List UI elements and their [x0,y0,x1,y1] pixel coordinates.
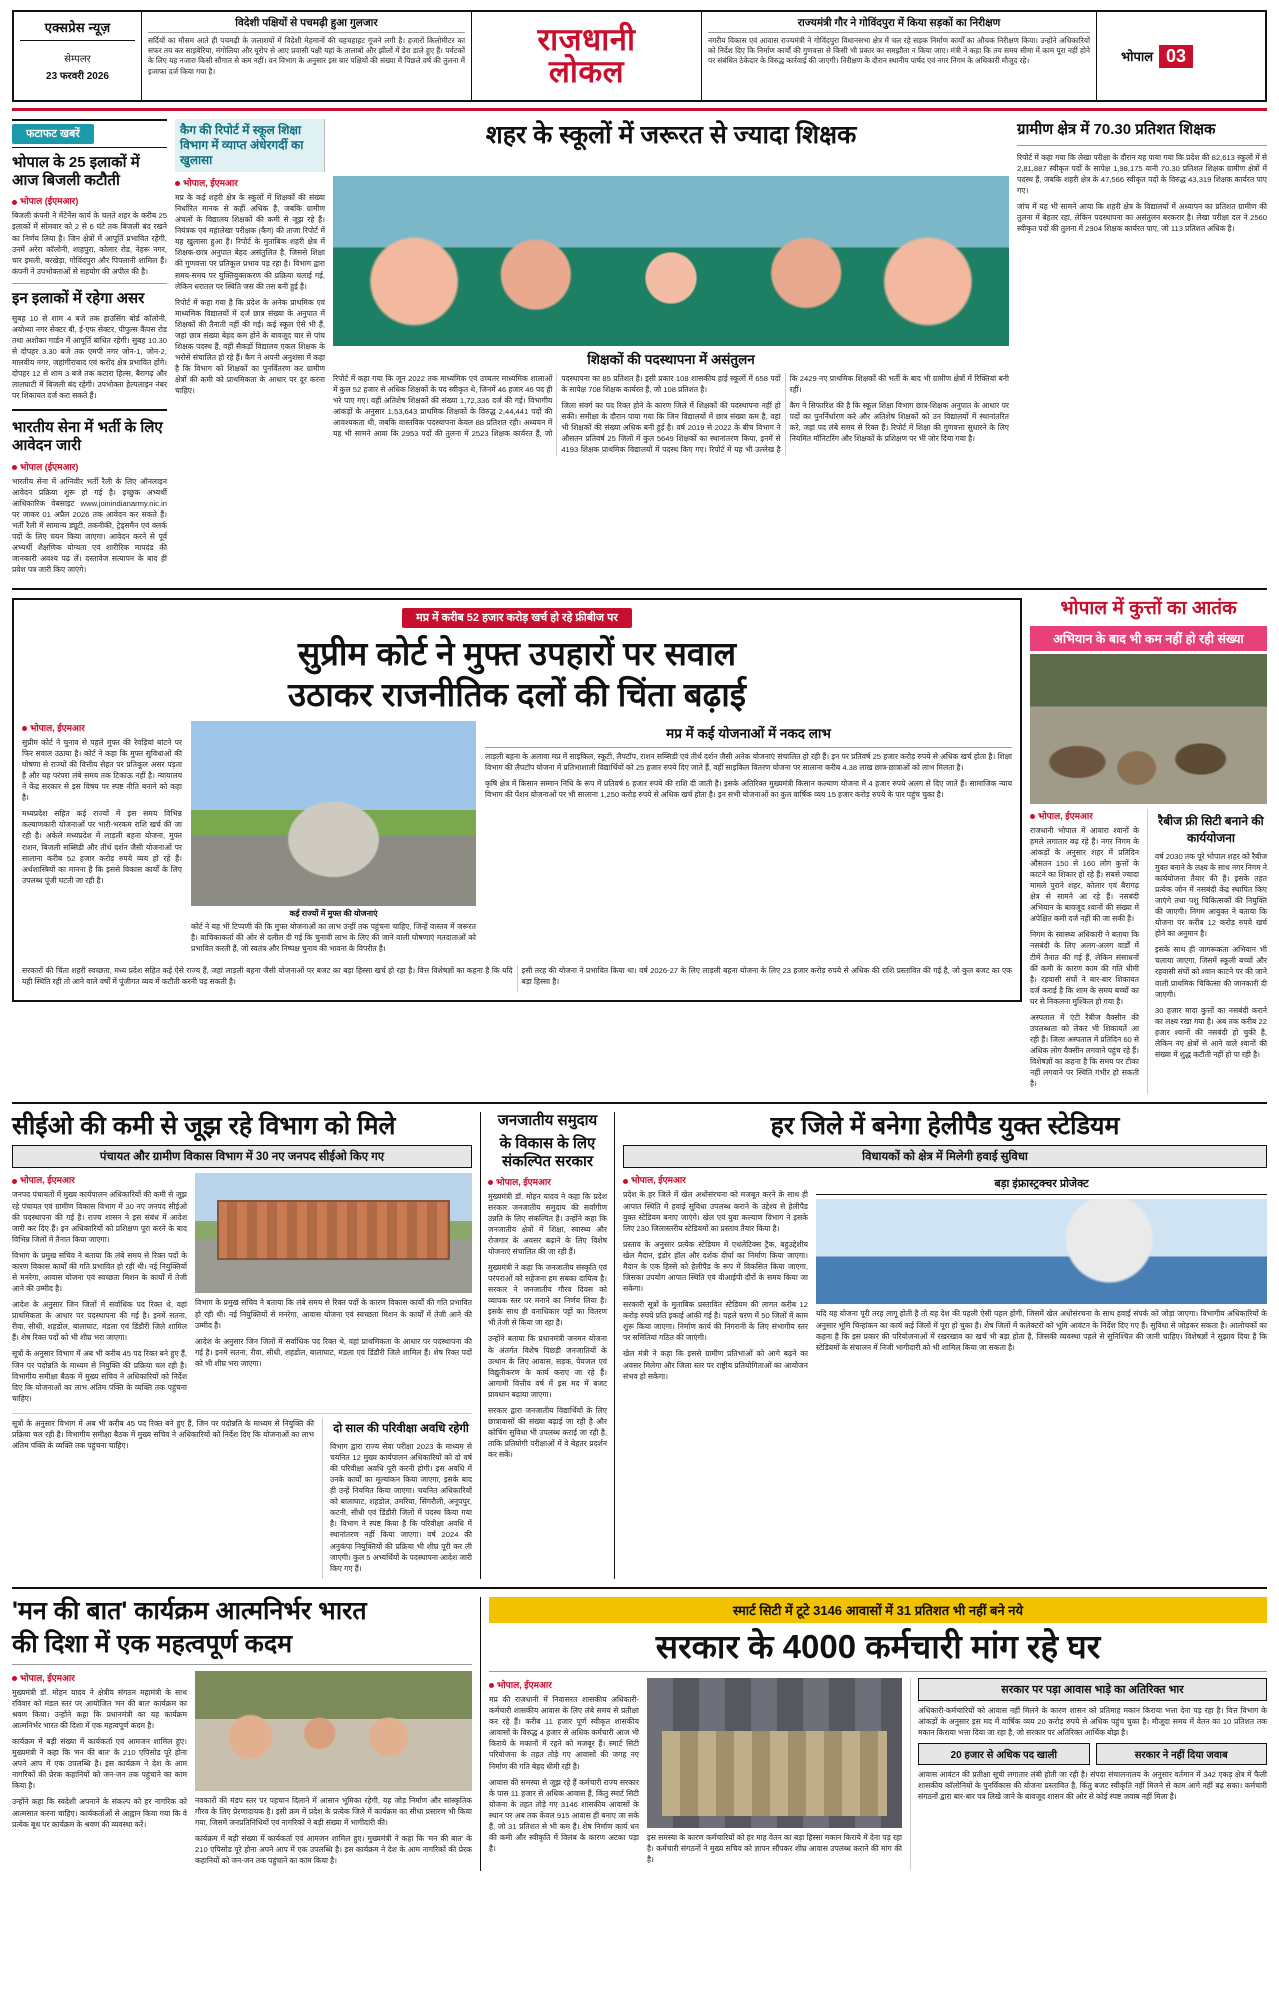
lead-para-5: कैग ने सिफारिश की है कि स्कूल शिक्षा विभाग छात्र-शिक्षक अनुपात के आधार पर पदों का पुनर्निर्धारण करे और अतिशेष शिक्षकों को उन विद्यालयों में स्थानांतरित करे, जहां पद लंबे समय से रिक्त हैं। रिपोर्ट में शिक्षा की गुणवत्ता सुधारने के लिए नियमित मॉनिटरिंग और शिक्षकों के प्रशिक्षण पर भी जोर दिया गया है। [789,401,1009,444]
ceo-para-1-dup: विभाग के प्रमुख सचिव ने बताया कि लंबे समय से रिक्त पदों के कारण विकास कार्यों की गति प्रभावित हो रही थी। नई नियुक्तियों से मनरेगा, आवास योजना एवं स्वच्छता मिशन के कार्यों में तेजी आने की उम्मीद है। [195,1298,472,1330]
freebies-story [12,598,1022,1094]
top-section [12,119,1267,580]
lead-headline: शहर के स्कूलों में जरूरत से ज्यादा शिक्षक [485,121,857,149]
helipad-infra-bar: बड़ा इंफ्रास्ट्रक्चर प्रोजेक्ट [816,1173,1267,1195]
flash-news-tag: फटाफट खबरें [12,124,94,144]
freebies-para-4: सरकारों की चिंता शहरी स्वच्छता, मध्य प्रदेश सहित कई ऐसे राज्य हैं, जहां लाड़ली बहना जैसी योजनाओं पर बजट का बड़ा हिस्सा खर्च हो रहा है। वित्त विशेषज्ञों का कहना है कि यदि यही स्थिति रही तो आने वाले वर्षों में पूंजीगत व्यय में कटौती करनी पड़ सकती है। [22,966,513,987]
mankibaat-body-4: नवकारों की मंडप स्तर पर पहचान दिलाने में आसान भूमिका रहेगी, यह जोड़ निर्माण और सांस्कृतिक गौरव के लिए प्रेरणादायक है। इसी क्रम में प्रदेश के प्रत्येक जिले में कार्यक्रम का सीधा प्रसारण भी किया गया, जिसमें जनप्रतिनिधियों एवं नागरिकों ने बड़ी संख्या में भागीदारी की। [195,1795,472,1827]
freebies-side-body-1: लाड़ली बहना के अलावा मप्र में साइकिल, स्कूटी, लैपटॉप, राशन सब्सिडी एवं तीर्थ दर्शन जैसी अनेक योजनाएं संचालित हो रही हैं। इन पर प्रतिवर्ष 25 हजार करोड़ रुपये से अधिक खर्च होता है। शिक्षा विभाग की लैपटॉप योजना में प्रतिभाशाली विद्यार्थियों को 25 हजार रुपये दिए जाते हैं, वहीं साइकिल वितरण योजना पर सालाना करीब 4.38 लाख छात्र-छात्राओं को लाभ मिलता है। [485,751,1012,772]
tribal-byline: भोपाल, ईएमआर [488,1175,607,1188]
mankibaat-body-3: उन्होंने कहा कि स्वदेशी अपनाने के संकल्प को हर नागरिक को आत्मसात करना चाहिए। कार्यकर्ताओं से आह्वान किया गया कि वे प्रत्येक बूथ पर कार्यक्रम के श्रवण की व्यवस्था करें। [12,1797,187,1829]
helipad-byline: भोपाल, ईएमआर [623,1173,808,1186]
freebies-para-2: मध्यप्रदेश सहित कई राज्यों में इस समय विभिन्न कल्याणकारी योजनाओं पर भारी-भरकम राशि खर्च की जा रही है। अकेले मध्यप्रदेश में लाड़ली बहना योजना, मुफ्त राशन, बिजली सब्सिडी और तीर्थ दर्शन जैसी योजनाओं पर सालाना करीब 52 हजार करोड़ रुपये व्यय हो रहे हैं। अर्थशास्त्रियों का मानना है कि इससे विकास कार्यों के लिए उपलब्ध पूंजी घटती जा रही है। [22,809,182,885]
housing-story [480,1597,1267,1871]
tribal-body-2: मुख्यमंत्री ने कहा कि जनजातीय संस्कृति एवं परंपराओं को सहेजना हम सबका दायित्व है। सरकार ने जनजातीय गौरव दिवस को व्यापक स्तर पर मनाने का निर्णय लिया है। इसके साथ ही वनाधिकार पट्टों का वितरण भी तेजी से किया जा रहा है। [488,1262,607,1328]
lead-story [175,119,1009,172]
bottom-section [12,1597,1267,1871]
office-photo [647,1678,902,1828]
dogs-sub-body-2: इसके साथ ही जागरूकता अभियान भी चलाया जाएगा, जिसमें स्कूली बच्चों और रहवासी संघों को श्वान काटने पर की जाने वाली प्राथमिक चिकित्सा की जानकारी दी जाएगी। [1155,945,1267,999]
freebies-side-body-2: कृषि क्षेत्र में किसान सम्मान निधि के रूप में प्रतिवर्ष 6 हजार रुपये की राशि दी जाती है। इसके अतिरिक्त मुख्यमंत्री किसान कल्याण योजना में 4 हजार रुपये अलग से दिए जाते हैं। सामाजिक न्याय विभाग की पेंशन योजनाओं पर भी सालाना 1,250 करोड़ रुपये से अधिक खर्च होता है। इन सभी योजनाओं का कुल वार्षिक व्यय 15 हजार करोड़ रुपये के पार पहुंच चुका है। [485,778,1012,800]
mankibaat-headline-2: की दिशा में एक महत्वपूर्ण कदम [12,1629,293,1658]
housing-para-1: मप्र की राजधानी में निवासरत शासकीय अधिकारी-कर्मचारी शासकीय आवास के लिए लंबे समय से प्रतीक्षा कर रहे हैं। करीब 11 हजार पूर्ण स्वीकृत शासकीय आवासों के विरुद्ध 4 हजार से अधिक कर्मचारी आज भी किराये के मकानों में रहने को मजबूर हैं। स्मार्ट सिटी परियोजना के तहत तोड़े गए आवासों की जगह नए निर्माण की गति बेहद धीमी रही है। [489,1695,639,1771]
lead-byline: भोपाल, ईएमआर [175,176,325,189]
brief1-body: बिजली कंपनी ने मेंटेनेंस कार्य के चलते शहर के करीब 25 इलाकों में सोमवार को 2 से 6 घंटे तक बिजली बंद रखने का निर्णय लिया है। जिन क्षेत्रों में आपूर्ति प्रभावित रहेगी, उनमें अरेरा कॉलोनी, शाहपुरा, कोलार रोड, नेहरू नगर, चार इमली, बरखेड़ा, गोविंदपुरा और पिपलानी शामिल हैं। कंपनी ने उपभोक्ताओं से सहयोग की अपील की है। [12,211,167,276]
dogs-body-1: राजधानी भोपाल में आवारा श्वानों के हमले लगातार बढ़ रहे हैं। नगर निगम के आंकड़ों के अनुसार शहर में प्रतिदिन औसतन 150 से 160 लोग कुत्तों के काटने का शिकार हो रहे हैं। सबसे ज्यादा मामले पुराने शहर, कोलार एवं बैरागढ़ क्षेत्र से सामने आ रहे हैं। नसबंदी अभियान के बावजूद श्वानों की संख्या में अपेक्षित कमी दर्ज नहीं की जा सकी है। [1030,825,1140,924]
ceo-sub2-body: विभाग द्वारा राज्य सेवा परीक्षा 2023 के माध्यम से चयनित 12 मुख्य कार्यपालन अधिकारियों को दो वर्ष की परिवीक्षा अवधि पूरी करनी होगी। इस अवधि में उनके कार्यों का मूल्यांकन किया जाएगा, इसके बाद ही उन्हें नियमित किया जाएगा। चयनित अधिकारियों को बालाघाट, शहडोल, उमरिया, सिंगरौली, अनूपपुर, कटनी, सीधी एवं डिंडौरी जिलों में पदस्थ किया गया है। विभाग ने स्पष्ट किया है कि परिवीक्षा अवधि में स्थानांतरण नहीं किया जाएगा। वर्ष 2024 की अनुकंपा नियुक्तियों की प्रक्रिया भी शीघ्र पूरी कर ली जाएगी। कुल 5 अभ्यर्थियों के पदस्थापना आदेश जारी किए गए हैं। [330,1441,472,1573]
brief-right-body: नगरीय विकास एवं आवास राज्यमंत्री ने गोविंदपुरा विधानसभा क्षेत्र में चल रहे सड़क निर्माण कार्यों का औचक निरीक्षण किया। उन्होंने अधिकारियों को निर्देश दिए कि निर्माण कार्यों की गुणवत्ता से किसी भी प्रकार का समझौता न किया जाए। मंत्री ने कहा कि तय समय सीमा में काम पूरा नहीं होने पर संबंधित ठेकेदार के विरुद्ध कार्रवाई की जाएगी। निरीक्षण के दौरान स्थानीय पार्षद एवं नगर निगम के अधिकारी मौजूद रहे। [708,36,1090,66]
middle-section [12,598,1267,1094]
tribal-headline-1: जनजातीय समुदाय [497,1112,598,1130]
mankibaat-photo [195,1671,472,1791]
dogs-story [1030,598,1267,1094]
issue-date: 23 फरवरी 2026 [46,71,109,82]
brief-right-headline: राज्यमंत्री गौर ने गोविंदपुरा में किया सड़कों का निरीक्षण [708,16,1090,33]
brief-left-headline: विदेशी पक्षियों से पचमढ़ी हुआ गुलजार [148,16,465,33]
helipad-side-body: यदि यह योजना पूरी तरह लागू होती है तो यह देश की पहली ऐसी पहल होगी, जिसमें खेल अधोसंरचना के साथ हवाई संपर्क को जोड़ा जाएगा। विभागीय अधिकारियों के अनुसार भूमि चिन्हांकन का कार्य कई जिलों में पूरा हो चुका है। शेष जिलों में कलेक्टरों को भूमि आवंटन के निर्देश दिए गए हैं। सुविधा से जोड़कर सकता है। आलोचकों का कहना है कि इस प्रकार की परियोजनाओं में रखरखाव का खर्च भी बड़ा होता है, जिसकी व्यवस्था पहले से सुनिश्चित की जानी चाहिए। विशेषज्ञों ने सुझाव दिया है कि स्टेडियमों के संचालन में निजी भागीदारी को भी शामिल किया जा सकता है। [816,1309,1267,1352]
housing-sub1-head: सरकार पर पड़ा आवास भाड़े का अतिरिक्त भार [918,1678,1267,1701]
rural-story [1017,119,1267,580]
rural-body-1: रिपोर्ट में कहा गया कि लेखा परीक्षा के दौरान यह पाया गया कि प्रदेश की 82,613 स्कूलों में से 2,81,887 स्वीकृत पदों के सापेक्ष 1,98,175 यानी 70.30 प्रतिशत शिक्षक ग्रामीण क्षेत्रों में पदस्थ हैं, जबकि शहरी क्षेत्र के 47,566 स्वीकृत पदों के विरुद्ध 43,319 शिक्षक कार्यरत पाए गए। [1017,152,1267,195]
page-number: 03 [1159,45,1193,68]
helipad-subheadline: विधायकों को क्षेत्र में मिलेगी हवाई सुविधा [623,1145,1267,1168]
housing-sub3-head: सरकार ने नहीं दिया जवाब [1096,1743,1268,1765]
rural-body-2: जांच में यह भी सामने आया कि शहरी क्षेत्र के विद्यालयों में अध्यापन का प्रतिशत ग्रामीण की तुलना में बेहतर रहा, लेकिन पदस्थापना का असंतुलन बरकरार है। लेखा परीक्षा दल ने 2560 स्वीकृत पदों की तुलना में 2904 शिक्षक कार्यरत पाए, जो 113 प्रतिशत अधिक है। [1017,202,1267,234]
dogs-pink-bar: अभियान के बाद भी कम नहीं हो रही संख्या [1030,626,1267,651]
helipad-headline: हर जिले में बनेगा हेलीपैड युक्त स्टेडियम [770,1112,1120,1141]
masthead-page-marker [1097,12,1217,100]
freebies-headline-line2: उठाकर राजनीतिक दलों की चिंता बढ़ाई [288,675,746,713]
panchayat-building-photo [195,1173,472,1293]
main-column [175,119,1009,580]
freebies-byline: भोपाल, ईएमआर [22,721,182,734]
lead-kicker: कैग की रिपोर्ट में स्कूल शिक्षा विभाग में व्याप्त अंधेरगर्दी का खुलासा [180,123,304,167]
dogs-sub-body-3: 30 हजार मादा कुत्तों का नसबंदी कराने का लक्ष्य रखा गया है। अब तक करीब 22 हजार श्वानों की नसबंदी हो चुकी है, लेकिन नए क्षेत्रों से आने वाले श्वानों की संख्या में शुद्ध कटौती नहीं हो पा रही है। [1155,1005,1267,1059]
helipad-para-1: प्रदेश के हर जिले में खेल अधोसंरचना को मजबूत करने के साथ ही आपात स्थिति में हवाई सुविधा उपलब्ध कराने के उद्देश्य से हेलीपैड युक्त स्टेडियम बनाए जाएंगे। खेल एवं युवा कल्याण विभाग ने इसके लिए 230 जिलास्तरीय स्टेडियमों का प्रस्ताव तैयार किया है। [623,1190,808,1233]
freebies-col-3 [485,721,1012,959]
dogs-body-3: अस्पताल में एंटी रैबीज वैक्सीन की उपलब्धता को लेकर भी शिकायतें आ रही हैं। जिला अस्पताल में प्रतिदिन 60 से अधिक लोग वैक्सीन लगवाने पहुंच रहे हैं। विशेषज्ञों का कहना है कि समय पर टीका नहीं लगवाने पर स्थिति गंभीर हो सकती है। [1030,1012,1140,1089]
left-rail [12,119,167,580]
freebies-col-1 [22,721,182,959]
city-label: भोपाल [1120,49,1154,64]
mankibaat-body-1: मुख्यमंत्री डॉ. मोहन यादव ने क्षेत्रीय संगठन महामंत्री के साथ रविवार को मंडल स्तर पर आयोजित 'मन की बात' कार्यक्रम का श्रवण किया। उन्होंने कहा कि प्रधानमंत्री का यह कार्यक्रम आत्मनिर्भर भारत की दिशा में एक महत्वपूर्ण कदम है। [12,1687,187,1731]
masthead-brief-right [702,12,1097,100]
helipad-story [623,1112,1267,1578]
lead-col-2 [333,176,1009,456]
masthead-brand-block [14,12,142,100]
mankibaat-story [12,1597,472,1871]
housing-byline: भोपाल, ईएमआर [489,1678,639,1691]
street-dogs-photo [1030,654,1267,804]
brief1-byline: भोपाल (ईएमआर) [12,194,167,207]
masthead-logo [472,12,702,100]
mankibaat-body-2-dup: कार्यक्रम में बड़ी संख्या में कार्यकर्ता एवं आमजन शामिल हुए। मुख्यमंत्री ने कहा कि 'मन की बात' के 210 एपिसोड पूरे होना अपने आप में एक उपलब्धि है। इस कार्यक्रम ने देश के आम नागरिकों की प्रेरक कहानियों को जन-जन तक पहुंचाने का काम किया है। [195,1834,472,1866]
ceo-para-1: जनपद पंचायतों में मुख्य कार्यपालन अधिकारियों की कमी से जूझ रहे पंचायत एवं ग्रामीण विकास विभाग में 30 नए जनपद सीईओ की पदस्थापना की गई है। राज्य शासन ने इस संबंध में आदेश जारी कर दिए हैं। इन अधिकारियों को प्रशिक्षण पूरा करने के बाद विभिन्न जिलों में तैनात किया जाएगा। [12,1190,187,1244]
lead-photo-students [333,176,1009,346]
tribal-headline-3: संकल्पित सरकार [501,1152,594,1170]
tribal-headline-2: के विकास के लिए [499,1135,596,1153]
lead-subheadline: शिक्षकों की पदस्थापना में असंतुलन [587,352,755,367]
brief3-byline: भोपाल (ईएमआर) [12,460,167,473]
ceo-para-3-dup: आदेश के अनुसार जिन जिलों में सर्वाधिक पद रिक्त थे, वहां प्राथमिकता के आधार पर पदस्थापना की गई है। इनमें सतना, रीवा, सीधी, शहडोल, बालाघाट, मंडला एवं डिंडौरी जिले शामिल हैं। शेष रिक्त पदों को भी शीघ्र भरा जाएगा। [195,1336,472,1368]
masthead-brief-left [142,12,472,100]
dogs-body-2: निगम के स्वास्थ्य अधिकारी ने बताया कि नसबंदी के लिए अलग-अलग वार्डों में टीमें तैनात की गई हैं, लेकिन संसाधनों की कमी के कारण काम की गति धीमी है। रहवासी संघों ने बार-बार शिकायत दर्ज कराई है कि शाम के समय बच्चों का घर से निकलना मुश्किल हो गया है। [1030,930,1140,1006]
housing-para-3: इस समस्या के कारण कर्मचारियों को हर माह वेतन का बड़ा हिस्सा मकान किराये में देना पड़ रहा है। कर्मचारी संगठनों ने मुख्य सचिव को ज्ञापन सौंपकर शीघ्र आवास उपलब्ध कराने की मांग की है। [647,1833,902,1865]
housing-sub3-body: आवास आवंटन की प्रतीक्षा सूची लगातार लंबी होती जा रही है। संपदा संचालनालय के अनुसार वर्तमान में 342 एकड़ क्षेत्र में फैली शासकीय कॉलोनियों के पुनर्विकास की योजना प्रस्तावित है, किंतु बजट स्वीकृति नहीं मिलने से काम आगे नहीं बढ़ सका। कर्मचारी संगठनों द्वारा बार-बार पत्र लिखे जाने के बावजूद शासन की ओर से कोई स्पष्ट जवाब नहीं मिला है। [918,1770,1267,1802]
brief1-headline: भोपाल के 25 इलाकों में आज बिजली कटौती [12,154,140,189]
housing-tag: स्मार्ट सिटी में टूटे 3146 आवासों में 31 प्रतिशत भी नहीं बने नये [489,1597,1267,1623]
mankibaat-headline-1: 'मन की बात' कार्यक्रम आत्मनिर्भर भारत [12,1596,367,1625]
helicopter-photo [816,1199,1267,1304]
freebies-photo-block [191,721,476,959]
helipad-para-3: सरकारी सूत्रों के मुताबिक प्रस्तावित स्टेडियम की लागत करीब 12 करोड़ रुपये प्रति इकाई आंकी गई है। पहले चरण में 50 जिलों में काम शुरू किया जाएगा। निर्माण कार्य की निगरानी के लिए संभागीय स्तर पर समितियां गठित की जाएंगी। [623,1300,808,1343]
masthead-rule [12,108,1267,111]
ceo-para-4: सूत्रों के अनुसार विभाग में अब भी करीब 45 पद रिक्त बने हुए हैं, जिन पर पदोन्नति के माध्यम से नियुक्ति की प्रक्रिया चल रही है। विभागीय समीक्षा बैठक में मुख्य सचिव ने अधिकारियों को निर्देश दिए कि योजनाओं का लाभ अंतिम पंक्ति के व्यक्ति तक पहुंचना चाहिए। [12,1349,187,1403]
mankibaat-body-2: कार्यक्रम में बड़ी संख्या में कार्यकर्ता एवं आमजन शामिल हुए। मुख्यमंत्री ने कहा कि 'मन की बात' के 210 एपिसोड पूरे होना अपने आप में एक उपलब्धि है। इस कार्यक्रम ने देश के आम नागरिकों की प्रेरक कहानियों को जन-जन तक पहुंचाने का काम किया है। [12,1737,187,1791]
lead-para-4: जिला संवर्ग का पद रिक्त होने के कारण जिले में शिक्षकों की पदस्थापना नहीं हो सकी। समीक्षा के दौरान पाया गया कि जिन विद्यालयों में छात्र संख्या कम है, वहां भी शिक्षकों की संख्या अधिक बनी हुई है। वर्ष 2019 से 2022 के बीच विभाग ने औसतन प्रतिवर्ष 25 जिलों में कुल 5649 शिक्षकों का स्थानांतरण किया, इनमें से 4193 शिक्षक प्राथमिक विद्यालयों में पदस्थ किए गए। रिपोर्ट में यह भी उल्लेख है कि 2429 नए प्राथमिक शिक्षकों की भर्ती के बाद भी ग्रामीण क्षेत्रों में रिक्तियां बनी रहीं। [561,374,1009,455]
ceo-subheadline: पंचायत और ग्रामीण विकास विभाग में 30 नए जनपद सीईओ किए गए [12,1145,472,1168]
brief2-body: सुबह 10 से शाम 4 बजे तक हाउसिंग बोर्ड कॉलोनी, अयोध्या नगर सेक्टर बी, ई-एफ सेक्टर, पीपुल्स कैंपस रोड तथा अशोका गार्डन में आपूर्ति बाधित रहेगी। सुबह 10.30 से दोपहर 3.30 बजे तक एमपी नगर जोन-1, जोन-2, मालवीय नगर, जहांगीराबाद एवं करोंद क्षेत्र प्रभावित होंगे। दोपहर 12 से शाम 3 बजे तक कटारा हिल्स, बैरागढ़ और लालघाटी में बिजली बंद रहेगी। उपभोक्ता हेल्पलाइन नंबर पर शिकायत दर्ज करा सकते हैं। [12,313,167,401]
edition-label: सेम्पलर [64,54,91,65]
tribal-body-1: मुख्यमंत्री डॉ. मोहन यादव ने कहा कि प्रदेश सरकार जनजातीय समुदाय की सर्वांगीण उन्नति के लिए संकल्पित है। उन्होंने कहा कि जनजातीय क्षेत्रों में शिक्षा, स्वास्थ्य और रोजगार के अवसर बढ़ाने के लिए विशेष योजनाएं संचालित की जा रही हैं। [488,1191,607,1256]
lead-col-1 [175,176,325,456]
supreme-court-caption: कई राज्यों में मुफ्त की योजनाएं [289,908,378,918]
brief-left-body: सर्दियों का मौसम आते ही पचमढ़ी के जलाशयों में विदेशी मेहमानों की चहचहाहट गूंजने लगी है। हजारों किलोमीटर का सफर तय कर साइबेरिया, मंगोलिया और यूरोप से आए प्रवासी पक्षी यहां के तालाबों और झीलों में डेरा डाले हुए हैं। पर्यटकों के लिए यह नजारा किसी सौगात से कम नहीं। वन विभाग के अनुसार इस बार पक्षियों की संख्या में पिछले वर्ष की तुलना में इजाफा दर्ज किया गया है। [148,36,465,76]
ceo-headline: सीईओ की कमी से जूझ रहे विभाग को मिले [12,1112,396,1141]
tribal-story [480,1112,615,1578]
lead-para-3: रिपोर्ट में कहा गया कि जून 2022 तक माध्यमिक एवं उच्चतर माध्यमिक शालाओं में कुल 52 हजार से अधिक शिक्षकों के पद स्वीकृत थे, जिनमें 46 हजार 46 पद ही भरे पाए गए। वहीं अतिशेष शिक्षकों की संख्या 1,72,336 दर्ज की गई। विभागीय आंकड़ों के अनुसार 1,53,643 प्राथमिक शिक्षकों के विरुद्ध 2,44,441 पदों की आवश्यकता थी, जबकि वास्तविक पदस्थापना केवल 88 प्रतिशत रही। अध्ययन में यह भी सामने आया कि 2953 पदों की तुलना में 2523 शिक्षक कार्यरत हैं, जो पदस्थापना का 85 प्रतिशत है। इसी प्रकार 108 शासकीय हाई स्कूलों में 658 पदों के सापेक्ष 708 शिक्षक कार्यरत हैं, जो 108 प्रतिशत है। [333,374,781,439]
ceo-para-3: आदेश के अनुसार जिन जिलों में सर्वाधिक पद रिक्त थे, वहां प्राथमिकता के आधार पर पदस्थापना की गई है। इनमें सतना, रीवा, सीधी, शहडोल, बालाघाट, मंडला एवं डिंडौरी जिले शामिल हैं। शेष रिक्त पदों को भी शीघ्र भरा जाएगा। [12,1300,187,1343]
brief3-body: भारतीय सेना में अग्निवीर भर्ती रैली के लिए ऑनलाइन आवेदन प्रक्रिया शुरू हो गई है। इच्छुक अभ्यर्थी आधिकारिक वेबसाइट www.joinindianarmy.nic.in पर जाकर 01 अप्रैल 2026 तक आवेदन कर सकते हैं। भर्ती रैली में सामान्य ड्यूटी, तकनीकी, ट्रेड्समैन एवं क्लर्क पदों के लिए चयन किया जाएगा। आवेदन करने से पूर्व अभ्यर्थी शैक्षणिक योग्यता एवं शारीरिक मापदंड की जानकारी अवश्य पढ़ लें। दस्तावेज सत्यापन के बाद ही प्रवेश पत्र जारी किए जाएंगे। [12,476,167,575]
lead-para-1: मप्र के कई शहरी क्षेत्र के स्कूलों में शिक्षकों की संख्या निर्धारित मानक से कहीं अधिक है, जबकि ग्रामीण अंचलों के विद्यालय शिक्षकों की कमी से जूझ रहे हैं। नियंत्रक एवं महालेखा परीक्षक (कैग) की ताजा रिपोर्ट में यह खुलासा हुआ है। रिपोर्ट के मुताबिक शहरी क्षेत्र में शिक्षक-छात्र अनुपात बेहद असंतुलित है, जिससे शिक्षा की गुणवत्ता पर प्रतिकूल प्रभाव पड़ रहा है। विभाग द्वारा समय-समय पर युक्तियुक्तकरण की प्रक्रिया चलाई गई, लेकिन धरातल पर स्थिति जस की तस बनी हुई है। [175,193,325,291]
supreme-court-photo [191,721,476,906]
housing-para-2: आवास की समस्या से जूझ रहे हैं कर्मचारी राज्य सरकार के पास 11 हजार से अधिक आवास हैं, किंतु स्मार्ट सिटी योजना के तहत तोड़े गए 3146 शासकीय आवासों के स्थान पर अब तक केवल 915 आवास ही बनाए जा सके हैं, जो 31 प्रतिशत से भी कम है। शेष निर्माण कार्य धन की कमी और स्वीकृति में विलंब के कारण अटका पड़ा है। [489,1777,639,1854]
lead-para-2: रिपोर्ट में कहा गया है कि प्रदेश के अनेक प्राथमिक एवं माध्यमिक विद्यालयों में दर्ज छात्र संख्या के अनुपात में शिक्षकों की तैनाती नहीं की गई। कई स्कूल ऐसे भी हैं, जहां छात्र संख्या बेहद कम होने के बावजूद चार से पांच शिक्षक पदस्थ हैं, वहीं सैकड़ों विद्यालय एकल शिक्षक के भरोसे संचालित हो रहे हैं। कैग ने अपनी अनुशंसा में कहा है कि विभाग को शिक्षकों का पुनर्वितरण कर ग्रामीण क्षेत्रों की कमी को प्राथमिकता के आधार पर दूर करना चाहिए। [175,297,325,396]
ceo-byline: भोपाल, ईएमआर [12,1173,187,1186]
ceo-para-4-dup: सूत्रों के अनुसार विभाग में अब भी करीब 45 पद रिक्त बने हुए हैं, जिन पर पदोन्नति के माध्यम से नियुक्ति की प्रक्रिया चल रही है। विभागीय समीक्षा बैठक में मुख्य सचिव ने अधिकारियों को निर्देश दिए कि योजनाओं का लाभ अंतिम पंक्ति के व्यक्ति तक पहुंचना चाहिए। [12,1418,314,1450]
housing-sub2-head: 20 हजार से अधिक पद खाली [918,1743,1090,1765]
freebies-para-3: कोर्ट ने यह भी टिप्पणी की कि मुफ्त योजनाओं का लाभ उन्हीं तक पहुंचना चाहिए, जिन्हें वास्तव में जरूरत है। याचिकाकर्ता की ओर से दलील दी गई कि चुनावी लाभ के लिए की जाने वाली घोषणाएं मतदाताओं को प्रभावित करती हैं, जो स्वतंत्र और निष्पक्ष चुनाव की भावना के विपरीत है। [191,921,476,953]
freebies-para-1: सुप्रीम कोर्ट ने चुनाव से पहले मुफ्त की रेवड़ियां बांटने पर फिर सवाल उठाया है। कोर्ट ने कहा कि मुफ्त सुविधाओं की घोषणा से राज्यों की वित्तीय सेहत पर प्रतिकूल असर पड़ता है और यह परंपरा लंबे समय तक टिकाऊ नहीं है। न्यायालय ने केंद्र सरकार से इस विषय पर स्पष्ट नीति बनाने को कहा है। [22,737,182,803]
dogs-byline: भोपाल, ईएमआर [1030,809,1139,822]
mankibaat-byline: भोपाल, ईएमआर [12,1671,187,1684]
ceo-para-2: विभाग के प्रमुख सचिव ने बताया कि लंबे समय से रिक्त पदों के कारण विकास कार्यों की गति प्रभावित हो रही थी। नई नियुक्तियों से मनरेगा, आवास योजना एवं स्वच्छता मिशन के कार्यों में तेजी आने की उम्मीद है। [12,1250,187,1294]
rural-headline: ग्रामीण क्षेत्र में 70.30 प्रतिशत शिक्षक [1017,121,1216,138]
dogs-headline: भोपाल में कुत्तों का आतंक [1060,598,1237,620]
tribal-body-4: सरकार द्वारा जनजातीय विद्यार्थियों के लिए छात्रावासों की संख्या बढ़ाई जा रही है और कोचिंग सुविधा भी उपलब्ध कराई जा रही है, ताकि प्रतियोगी परीक्षाओं में वे बेहतर प्रदर्शन कर सकें। [488,1405,607,1460]
lead-body-area [175,176,1009,456]
dogs-sub-body-1: वर्ष 2030 तक पूरे भोपाल शहर को रैबीज मुक्त बनाने के लक्ष्य के साथ नगर निगम ने कार्ययोजना तैयार की है। इसके तहत प्रत्येक जोन में नसबंदी केंद्र स्थापित किए जाएंगे तथा पशु चिकित्सकों की नियुक्ति की जाएगी। निगम आयुक्त ने बताया कि योजना पर करीब 12 करोड़ रुपये खर्च होने का अनुमान है। [1155,851,1267,939]
dogs-sub-head: रैबीज फ्री सिटी बनाने की कार्ययोजना [1158,813,1264,845]
freebies-para-5: इसी तरह की योजना ने प्रभावित किया था। वर्ष 2026-27 के लिए लाड़ली बहना योजना के लिए 23 हजार करोड़ रुपये से अधिक की राशि प्रस्तावित की गई है, जो कुल बजट का एक बड़ा हिस्सा है। [521,966,1012,987]
freebies-headline-line1: सुप्रीम कोर्ट ने मुफ्त उपहारों पर सवाल [297,635,737,673]
publication-name: एक्सप्रेस न्यूज़ [20,18,135,41]
housing-sub1-body: अधिकारी-कर्मचारियों को आवास नहीं मिलने के कारण शासन को प्रतिमाह मकान किराया भत्ता देना पड़ रहा है। वित्त विभाग के आंकड़ों के अनुसार इस मद में वार्षिक व्यय 20 करोड़ रुपये से अधिक पहुंच चुका है। मौजूदा समय में वेतन का 10 प्रतिशत तक मकान किराया भत्ता दिया जा रहा है, जो सरकार पर अतिरिक्त आर्थिक बोझ है। [918,1706,1267,1738]
freebies-tag: मप्र में करीब 52 हजार करोड़ खर्च हो रहे फ्रीबीज पर [402,608,632,628]
masthead [12,10,1267,102]
logo-line-1: राजधानी [537,22,636,58]
helipad-para-4: खेल मंत्री ने कहा कि इससे ग्रामीण प्रतिभाओं को आगे बढ़ने का अवसर मिलेगा और जिला स्तर पर राष्ट्रीय प्रतियोगिताओं का आयोजन संभव हो सकेगा। [623,1349,808,1381]
freebies-side-head: मप्र में कई योजनाओं में नकद लाभ [666,725,831,741]
ceo-sub2-head: दो साल की परिवीक्षा अवधि रहेगी [333,1422,469,1435]
brief2-headline: इन इलाकों में रहेगा असर [12,289,145,307]
logo-line-2: लोकल [548,54,625,89]
third-section [12,1112,1267,1578]
housing-headline: सरकार के 4000 कर्मचारी मांग रहे घर [655,1627,1101,1665]
helipad-para-2: प्रस्ताव के अनुसार प्रत्येक स्टेडियम में एथलेटिक्स ट्रैक, बहुउद्देशीय खेल मैदान, इंडोर हॉल और दर्शक दीर्घा का निर्माण किया जाएगा। मैदान के एक हिस्से को हेलीपैड के रूप में विकसित किया जाएगा, जिसका उपयोग आपात स्थिति एवं वीआईपी दौरों के समय किया जा सकेगा। [623,1239,808,1294]
tribal-body-3: उन्होंने बताया कि प्रधानमंत्री जनमन योजना के अंतर्गत विशेष पिछड़ी जनजातियों के उत्थान के लिए आवास, सड़क, पेयजल एवं विद्युतीकरण के कार्य कराए जा रहे हैं। आगामी वित्तीय वर्ष में इस मद में बजट प्रावधान बढ़ाया जाएगा। [488,1334,607,1399]
ceo-story [12,1112,472,1578]
brief3-headline: भारतीय सेना में भर्ती के लिए आवेदन जारी [12,419,163,454]
